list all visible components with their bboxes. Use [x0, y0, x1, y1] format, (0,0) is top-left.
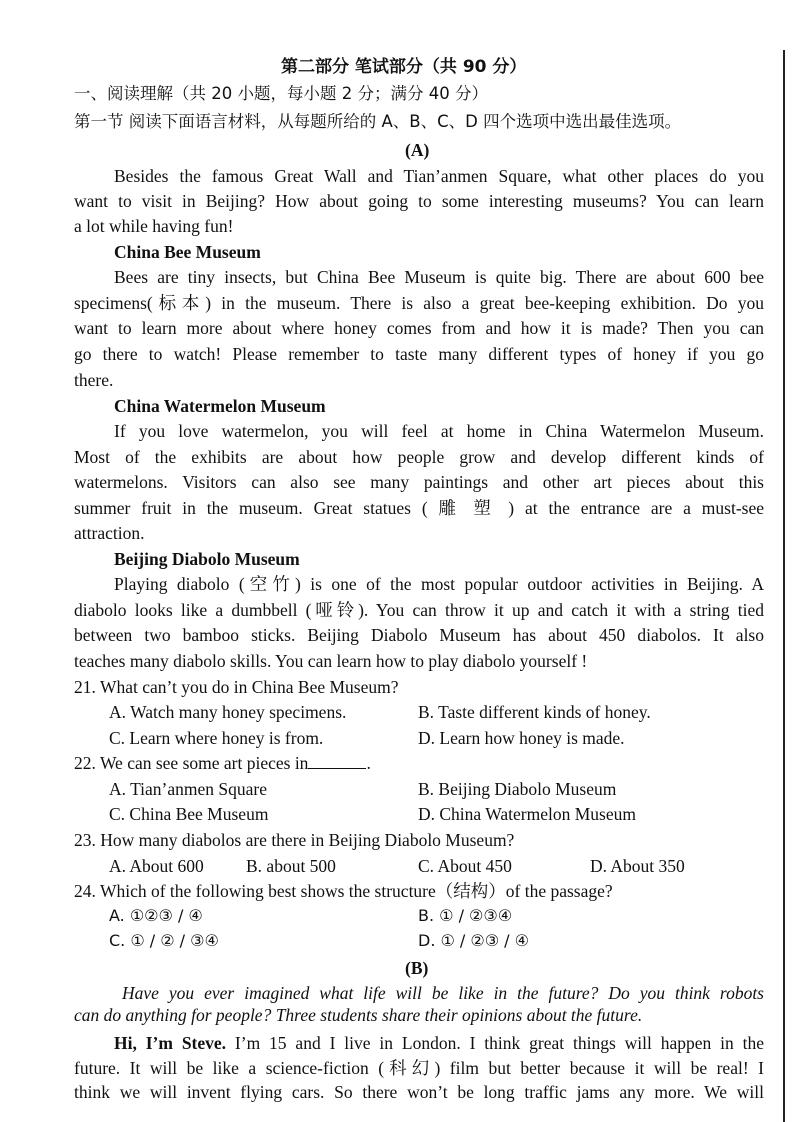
steve-line: Hi, I’m Steve. I’m 15 and I live in London. I think great things will happen in the	[114, 1033, 764, 1053]
q24-option-c[interactable]: C. ① / ② / ③④	[109, 931, 219, 950]
bee-museum-heading: China Bee Museum	[114, 242, 261, 262]
answer-blank[interactable]	[308, 754, 366, 769]
margin-line	[783, 50, 785, 1122]
diabolo-line: Playing diabolo (空竹) is one of the most popular outdoor activities in Beijing. A	[114, 574, 764, 594]
question-22: 22. We can see some art pieces in .	[74, 753, 371, 773]
watermelon-line: summer fruit in the museum. Great statues ( 雕 塑 ) at the entrance are a must-see	[74, 498, 764, 518]
q23-option-a[interactable]: A. About 600	[109, 856, 204, 876]
speaker-name: Hi, I’m Steve.	[114, 1033, 227, 1053]
steve-line: think we will invent flying cars. So there won’t be long traffic jams any more. We will	[74, 1082, 764, 1102]
watermelon-line: Most of the exhibits are about how people grow and develop different kinds of	[74, 447, 764, 467]
question-23: 23. How many diabolos are there in Beijing Diabolo Museum?	[74, 830, 515, 850]
q21-option-a[interactable]: A. Watch many honey specimens.	[109, 702, 347, 722]
watermelon-line: watermelons. Visitors can also see many paintings and other art pieces about this	[74, 472, 764, 492]
watermelon-museum-heading: China Watermelon Museum	[114, 396, 326, 416]
passage-a-intro-line: a lot while having fun!	[74, 216, 234, 236]
bee-line: there.	[74, 370, 114, 390]
question-24: 24. Which of the following best shows the structure（结构）of the passage?	[74, 881, 613, 901]
q22-option-c[interactable]: C. China Bee Museum	[109, 804, 269, 824]
passage-b-intro-line: can do anything for people? Three students share their opinions about the future.	[74, 1005, 643, 1025]
q21-option-c[interactable]: C. Learn where honey is from.	[109, 728, 324, 748]
q21-option-d[interactable]: D. Learn how honey is made.	[418, 728, 625, 748]
instruction: 第一节 阅读下面语言材料，从每题所给的 A、B、C、D 四个选项中选出最佳选项。	[74, 112, 682, 131]
q22-option-a[interactable]: A. Tian’anmen Square	[109, 779, 267, 799]
q23-option-b[interactable]: B. about 500	[246, 856, 336, 876]
q23-option-c[interactable]: C. About 450	[418, 856, 512, 876]
q22-option-b[interactable]: B. Beijing Diabolo Museum	[418, 779, 617, 799]
passage-a-intro-line: want to visit in Beijing? How about going to some interesting museums? You can learn	[74, 191, 764, 211]
diabolo-line: teaches many diabolo skills. You can learn how to play diabolo yourself !	[74, 651, 588, 671]
q23-option-d[interactable]: D. About 350	[590, 856, 685, 876]
bee-line: Bees are tiny insects, but China Bee Museum is quite big. There are about 600 bee	[114, 267, 764, 287]
q22-option-d[interactable]: D. China Watermelon Museum	[418, 804, 636, 824]
diabolo-line: diabolo looks like a dumbbell (哑铃). You can throw it up and catch it with a string tied	[74, 600, 764, 620]
q24-option-b[interactable]: B. ① / ②③④	[418, 906, 513, 925]
passage-b-label: (B)	[405, 958, 429, 978]
diabolo-line: between two bamboo sticks. Beijing Diabolo Museum has about 450 diabolos. It also	[74, 625, 764, 645]
bee-line: want to learn more about where honey comes from and how it is made? Then you can	[74, 318, 764, 338]
passage-b-intro-line: Have you ever imagined what life will be like in the future? Do you think robots	[122, 983, 764, 1003]
passage-a-label: (A)	[405, 140, 430, 160]
q24-option-d[interactable]: D. ① / ②③ / ④	[418, 931, 529, 950]
section-title: 一、阅读理解（共 20 小题，每小题 2 分；满分 40 分）	[74, 84, 488, 103]
q21-option-b[interactable]: B. Taste different kinds of honey.	[418, 702, 651, 722]
passage-a-intro-line: Besides the famous Great Wall and Tian’anmen Square, what other places do you	[114, 166, 764, 186]
diabolo-museum-heading: Beijing Diabolo Museum	[114, 549, 300, 569]
steve-line: future. It will be like a science-fiction (科幻) film but better because it will be real! I	[74, 1058, 764, 1078]
q24-option-a[interactable]: A. ①②③ / ④	[109, 906, 203, 925]
question-21: 21. What can’t you do in China Bee Museum?	[74, 677, 399, 697]
watermelon-line: attraction.	[74, 523, 145, 543]
watermelon-line: If you love watermelon, you will feel at home in China Watermelon Museum.	[114, 421, 764, 441]
bee-line: go there to watch! Please remember to taste many different types of honey if you go	[74, 344, 764, 364]
bee-line: specimens(标本) in the museum. There is also a great bee-keeping exhibition. Do you	[74, 293, 764, 313]
part-title: 第二部分 笔试部分（共 90 分）	[281, 57, 527, 77]
